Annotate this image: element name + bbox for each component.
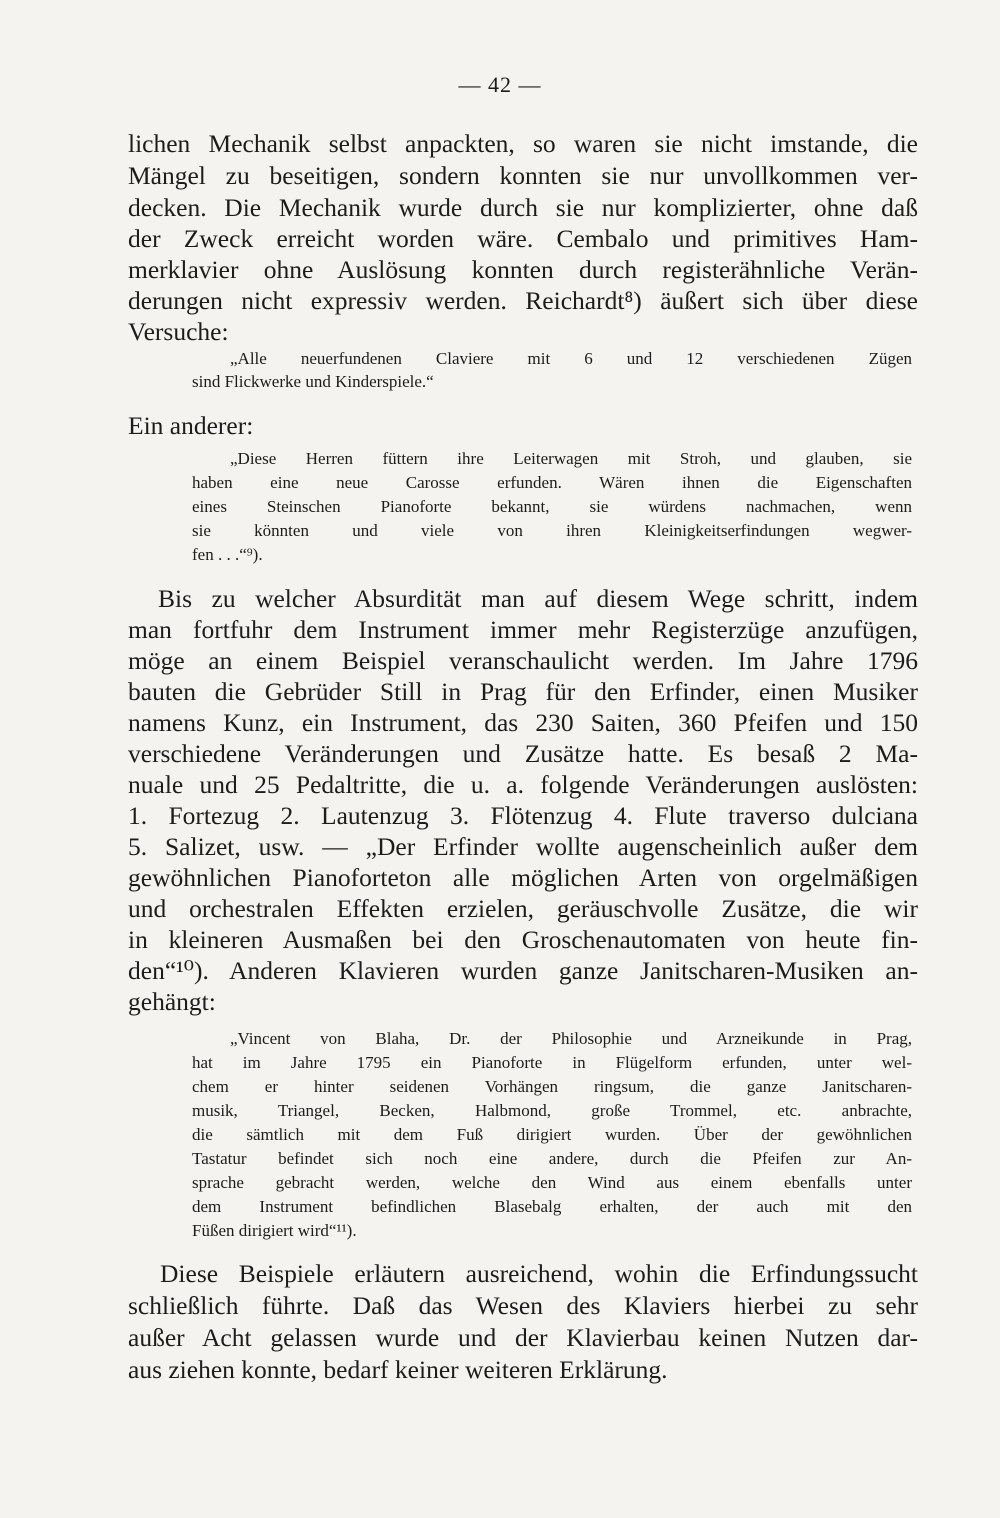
paragraph3-line: schließlich führte. Daß das Wesen des Klaviers hierbei zu sehr	[128, 1291, 918, 1320]
paragraph3-line: außer Acht gelassen wurde und der Klavierbau keinen Nutzen dar-	[128, 1323, 918, 1352]
paragraph1-line: der Zweck erreicht worden wäre. Cembalo und primitives Ham-	[128, 224, 918, 253]
paragraph2-line: bauten die Gebrüder Still in Prag für den Erfinder, einen Musiker	[128, 677, 918, 706]
paragraph2-line: verschiedene Veränderungen und Zusätze hatte. Es besaß 2 Ma-	[128, 739, 918, 768]
paragraph2-line: gehängt:	[128, 987, 216, 1016]
quote3-line: chem er hinter seidenen Vorhängen ringsum, die ganze Janitscharen-	[192, 1077, 912, 1096]
paragraph2-line: gewöhnlichen Pianoforteton alle möglichen Arten von orgelmäßigen	[128, 863, 918, 892]
paragraph3-line: Diese Beispiele erläutern ausreichend, wohin die Erfindungssucht	[160, 1259, 918, 1288]
paragraph1-line: decken. Die Mechanik wurde durch sie nur komplizierter, ohne daß	[128, 193, 918, 222]
paragraph2-line: nuale und 25 Pedaltritte, die u. a. folgende Veränderungen auslösten:	[128, 770, 918, 799]
page-number: — 42 —	[458, 72, 542, 97]
quote3-line: musik, Triangel, Becken, Halbmond, große Trommel, etc. anbrachte,	[192, 1101, 912, 1120]
paragraph2-line: man fortfuhr dem Instrument immer mehr Registerzüge anzufügen,	[128, 615, 918, 644]
quote3-line: dem Instrument befindlichen Blasebalg erhalten, der auch mit den	[192, 1197, 912, 1216]
paragraph1-line: lichen Mechanik selbst anpackten, so waren sie nicht imstande, die	[128, 129, 918, 158]
paragraph2-line: möge an einem Beispiel veranschaulicht werden. Im Jahre 1796	[128, 646, 918, 675]
intro-line: Ein anderer:	[128, 411, 254, 440]
quote3-line: die sämtlich mit dem Fuß dirigiert wurden. Über der gewöhnlichen	[192, 1125, 912, 1144]
quote2-line: sie könnten und viele von ihren Kleinigkeitserfindungen wegwer-	[192, 521, 912, 540]
paragraph3-line: aus ziehen konnte, bedarf keiner weiteren Erklärung.	[128, 1355, 668, 1384]
paragraph1-line: derungen nicht expressiv werden. Reichardt⁸) äußert sich über diese	[128, 286, 918, 315]
quote1-line: „Alle neuerfundenen Claviere mit 6 und 12 verschiedenen Zügen	[230, 349, 912, 368]
quote3-line: hat im Jahre 1795 ein Pianoforte in Flügelform erfunden, unter wel-	[192, 1053, 912, 1072]
quote2-line: haben eine neue Carosse erfunden. Wären ihnen die Eigenschaften	[192, 473, 912, 492]
paragraph1-line: Versuche:	[128, 317, 229, 346]
quote3-line: Füßen dirigiert wird“¹¹).	[192, 1221, 357, 1240]
quote2-line: „Diese Herren füttern ihre Leiterwagen mit Stroh, und glauben, sie	[230, 449, 912, 468]
paragraph2-line: 5. Salizet, usw. — „Der Erfinder wollte augenscheinlich außer dem	[128, 832, 918, 861]
paragraph2-line: den“¹⁰). Anderen Klavieren wurden ganze Janitscharen-Musiken an-	[128, 956, 918, 985]
paragraph2-line: 1. Fortezug 2. Lautenzug 3. Flötenzug 4. Flute traverso dulciana	[128, 801, 918, 830]
quote3-line: Tastatur befindet sich noch eine andere, durch die Pfeifen zur An-	[192, 1149, 912, 1168]
paragraph2-line: in kleineren Ausmaßen bei den Groschenautomaten von heute fin-	[128, 925, 918, 954]
paragraph2-line: Bis zu welcher Absurdität man auf diesem Wege schritt, indem	[158, 584, 918, 613]
quote3-line: „Vincent von Blaha, Dr. der Philosophie und Arzneikunde in Prag,	[230, 1029, 912, 1048]
quote2-line: fen . . .“⁹).	[192, 545, 263, 564]
quote2-line: eines Steinschen Pianoforte bekannt, sie würdens nachmachen, wenn	[192, 497, 912, 516]
quote3-line: sprache gebracht werden, welche den Wind aus einem ebenfalls unter	[192, 1173, 912, 1192]
paragraph1-line: merklavier ohne Auslösung konnten durch registerähnliche Verän-	[128, 255, 918, 284]
paragraph2-line: namens Kunz, ein Instrument, das 230 Saiten, 360 Pfeifen und 150	[128, 708, 918, 737]
paragraph1-line: Mängel zu beseitigen, sondern konnten sie nur unvollkommen ver-	[128, 161, 918, 190]
paragraph2-line: und orchestralen Effekten erzielen, geräuschvolle Zusätze, die wir	[128, 894, 918, 923]
quote1-line: sind Flickwerke und Kinderspiele.“	[192, 372, 434, 391]
